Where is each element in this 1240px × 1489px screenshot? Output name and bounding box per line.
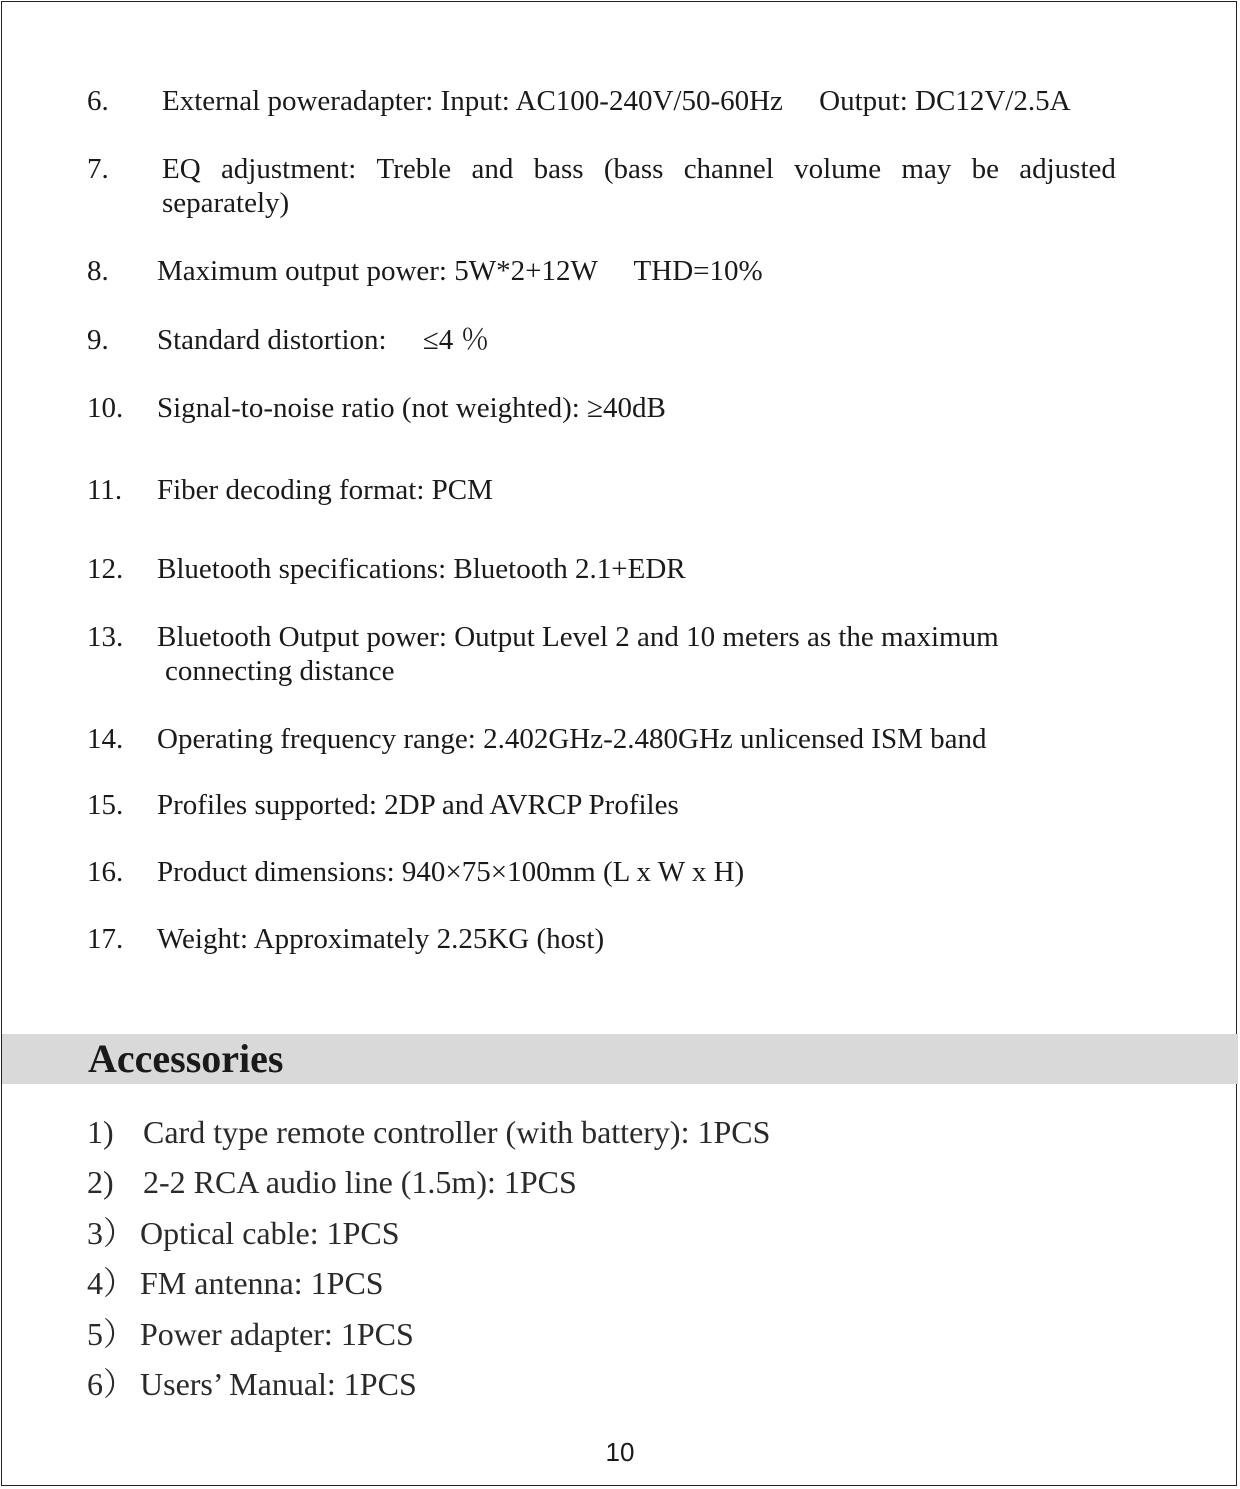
accessory-item xyxy=(87,1263,384,1303)
spec-word: bass xyxy=(533,153,584,185)
accessory-number: 6） xyxy=(87,1366,136,1402)
spec-word: adjusted xyxy=(1019,153,1116,185)
accessory-text: Optical cable: 1PCS xyxy=(140,1215,400,1251)
spec-number: 17. xyxy=(87,923,124,955)
spec-number: 7. xyxy=(87,153,109,185)
accessory-text: FM antenna: 1PCS xyxy=(140,1265,384,1301)
accessory-text: 2-2 RCA audio line (1.5m): 1PCS xyxy=(143,1164,577,1200)
page-number: 10 xyxy=(605,1437,635,1467)
accessory-number: 1) xyxy=(87,1114,114,1150)
spec-text: Weight: Approximately 2.25KG (host) xyxy=(157,923,605,955)
spec-text: Standard distortion: ≤4 ％ xyxy=(157,324,490,356)
spec-text: Operating frequency range: 2.402GHz-2.480GHz unlicensed ISM band xyxy=(157,723,987,755)
spec-text: Profiles supported: 2DP and AVRCP Profiles xyxy=(157,789,679,821)
section-title: Accessories xyxy=(88,1036,284,1081)
accessory-number: 4） xyxy=(87,1265,136,1301)
spec-text: Bluetooth Output power: Output Level 2 and 10 meters as the maximum xyxy=(157,621,999,653)
spec-word: may xyxy=(901,153,952,185)
spec-text: Signal-to-noise ratio (not weighted): ≥40dB xyxy=(157,392,666,424)
spec-number: 9. xyxy=(87,324,109,356)
spec-number: 16. xyxy=(87,856,124,888)
spec-text-justified xyxy=(162,152,1116,219)
accessory-text: Power adapter: 1PCS xyxy=(140,1316,414,1352)
spec-text: Maximum output power: 5W*2+12W THD=10% xyxy=(157,255,763,287)
accessory-item xyxy=(87,1162,577,1202)
accessory-number: 2) xyxy=(87,1164,114,1200)
spec-number: 11. xyxy=(87,474,123,506)
accessory-text: Card type remote controller (with battery): 1PCS xyxy=(143,1114,771,1150)
spec-text: External poweradapter: Input: AC100-240V/50-60Hz Output: DC12V/2.5A xyxy=(162,85,1071,117)
accessory-number: 3） xyxy=(87,1215,136,1251)
spec-number: 6. xyxy=(87,85,109,117)
spec-text: Fiber decoding format: PCM xyxy=(157,474,493,506)
accessory-item xyxy=(87,1213,400,1253)
spec-number: 14. xyxy=(87,723,124,755)
accessory-text: Users’ Manual: 1PCS xyxy=(140,1366,417,1402)
spec-word: EQ xyxy=(162,153,201,185)
spec-word: adjustment: xyxy=(220,153,357,185)
spec-number: 8. xyxy=(87,255,109,287)
spec-word: (bass xyxy=(603,153,664,185)
spec-number: 12. xyxy=(87,553,124,585)
spec-word: and xyxy=(471,153,514,185)
accessory-item xyxy=(87,1112,771,1152)
spec-word: channel xyxy=(683,153,774,185)
spec-number: 15. xyxy=(87,789,124,821)
spec-continuation: connecting distance xyxy=(165,655,395,687)
spec-number: 13. xyxy=(87,621,124,653)
accessory-item xyxy=(87,1314,414,1354)
spec-text: Product dimensions: 940×75×100mm (L x W x H) xyxy=(157,856,745,888)
accessory-item xyxy=(87,1364,417,1404)
accessory-number: 5） xyxy=(87,1316,136,1352)
spec-word: Treble xyxy=(376,153,452,185)
spec-continuation: separately) xyxy=(162,187,290,219)
spec-word: volume xyxy=(794,153,882,185)
spec-number: 10. xyxy=(87,392,124,424)
spec-word: be xyxy=(971,153,999,185)
spec-text: Bluetooth specifications: Bluetooth 2.1+EDR xyxy=(157,553,686,585)
